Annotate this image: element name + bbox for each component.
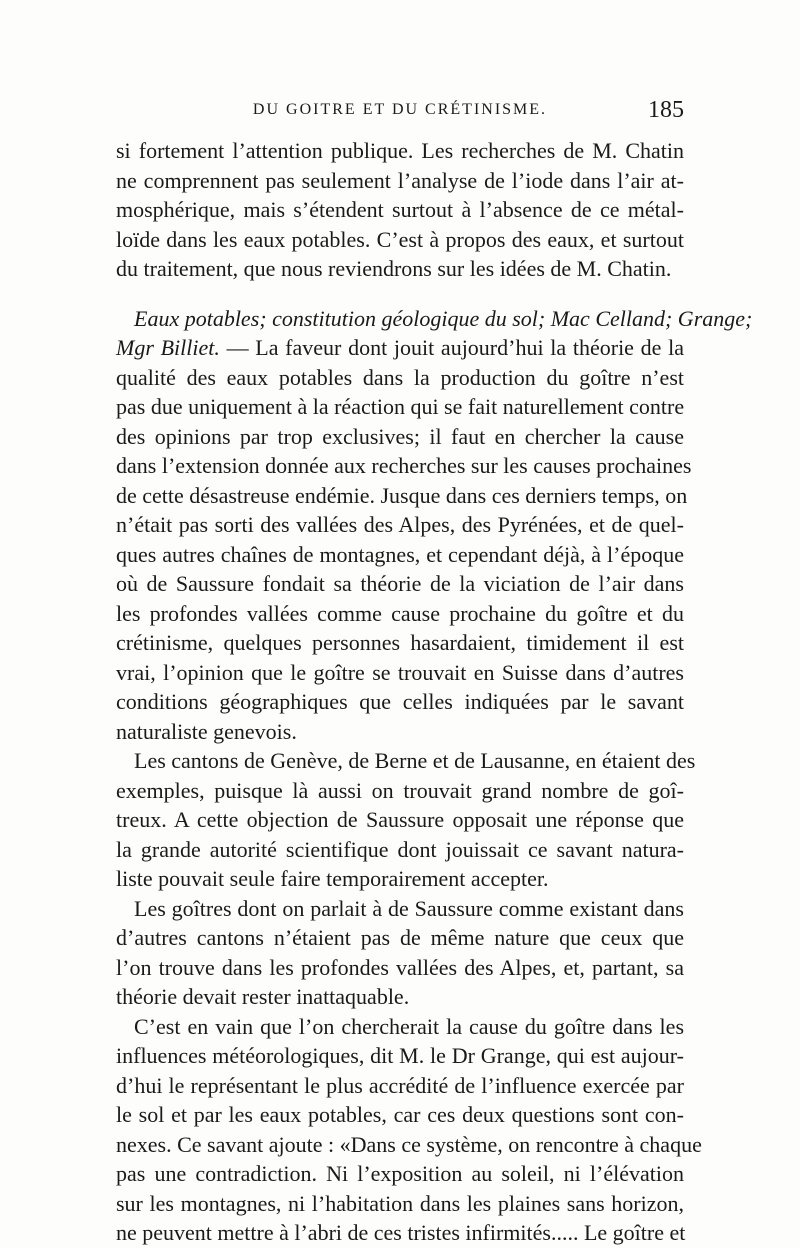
- page-header: [116, 97, 684, 127]
- text-line: pas due uniquement à la réaction qui se fait naturellement contre: [116, 394, 685, 419]
- text-line: d’autres cantons n’étaient pas de même nature que ceux que: [116, 925, 684, 950]
- text-line: sur les montagnes, ni l’habitation dans les plaines sans horizon,: [116, 1190, 684, 1216]
- text-line: crétinisme, quelques personnes hasardaient, timidement il est: [116, 630, 684, 655]
- text-line: de cette désastreuse endémie. Jusque dans ces derniers temps, on: [116, 482, 688, 508]
- text-line: Les goîtres dont on parlait à de Saussure comme existant dans: [134, 895, 684, 921]
- text-line: mosphérique, mais s’étendent surtout à l’absence de ce métal-: [116, 197, 684, 222]
- text-line: Les cantons de Genève, de Berne et de Lausanne, en étaient des: [134, 748, 696, 773]
- text-line: dans l’extension donnée aux recherches sur les causes prochaines: [116, 453, 692, 478]
- text-line: [116, 333, 684, 363]
- text-line: naturaliste genevois.: [116, 718, 297, 744]
- text-line: l’on trouve dans les profondes vallées des Alpes, et, partant, sa: [116, 954, 684, 980]
- text-line: où de Saussure fondait sa théorie de la viciation de l’air dans: [116, 571, 684, 596]
- text-line: influences météorologiques, dit M. le Dr Grange, qui est aujour-: [116, 1043, 684, 1068]
- text-line: théorie devait rester inattaquable.: [116, 984, 410, 1009]
- text-line: exemples, puisque là aussi on trouvait grand nombre de goî-: [116, 777, 684, 803]
- text-line: ques autres chaînes de montagnes, et cependant déjà, à l’époque: [116, 541, 684, 567]
- paragraph-4: [116, 894, 684, 1012]
- text-line: pas une contradiction. Ni l’exposition au soleil, ni l’élévation: [116, 1161, 684, 1186]
- paragraph-1: [116, 136, 684, 284]
- section-heading-cont: Mgr Billiet.: [116, 335, 220, 360]
- page-body: [116, 136, 753, 1248]
- page-number: 185: [648, 97, 684, 123]
- text-line: liste pouvait seule faire temporairement accepter.: [116, 866, 549, 891]
- section-first-line: — La faveur dont jouit aujourd’hui la théorie de la: [219, 335, 684, 360]
- running-title: DU GOITRE ET DU CRÉTINISME.: [252, 101, 548, 118]
- text-line: C’est en vain que l’on chercherait la cause du goître dans les: [134, 1013, 684, 1039]
- section-heading: Eaux potables; constitution géologique du sol; Mac Celland; Grange;: [134, 305, 753, 331]
- text-line: treux. A cette objection de Saussure opposait une réponse que: [116, 807, 684, 832]
- section-eaux-potables: [116, 304, 753, 747]
- text-line: ne comprennent pas seulement l’analyse de l’iode dans l’air at-: [116, 167, 684, 193]
- text-line: d’hui le représentant le plus accrédité de l’influence exercée par: [116, 1072, 684, 1098]
- text-line: le sol et par les eaux potables, car ces deux questions sont con-: [116, 1102, 684, 1127]
- text-line: conditions géographiques que celles indiquées par le savant: [116, 689, 684, 714]
- text-line: si fortement l’attention publique. Les recherches de M. Chatin: [116, 138, 684, 163]
- text-line: nexes. Ce savant ajoute : «Dans ce système, on rencontre à chaque: [116, 1131, 702, 1157]
- text-line: n’était pas sorti des vallées des Alpes, des Pyrénées, et de quel-: [116, 512, 684, 537]
- text-line: des opinions par trop exclusives; il faut en chercher la cause: [116, 423, 684, 449]
- paragraph-3: [116, 746, 696, 894]
- text-line: les profondes vallées comme cause prochaine du goître et du: [116, 600, 684, 626]
- text-line: du traitement, que nous reviendrons sur les idées de M. Chatin.: [116, 256, 672, 281]
- text-line: loïde dans les eaux potables. C’est à propos des eaux, et surtout: [116, 226, 684, 252]
- paragraph-5: [116, 1012, 702, 1248]
- text-line: ne peuvent mettre à l’abri de ces tristes infirmités..... Le goître et: [116, 1220, 686, 1245]
- text-line: vrai, l’opinion que le goître se trouvait en Suisse dans d’autres: [116, 659, 684, 685]
- text-line: qualité des eaux potables dans la production du goître n’est: [116, 364, 684, 390]
- text-line: la grande autorité scientifique dont jouissait ce savant natura-: [116, 836, 684, 862]
